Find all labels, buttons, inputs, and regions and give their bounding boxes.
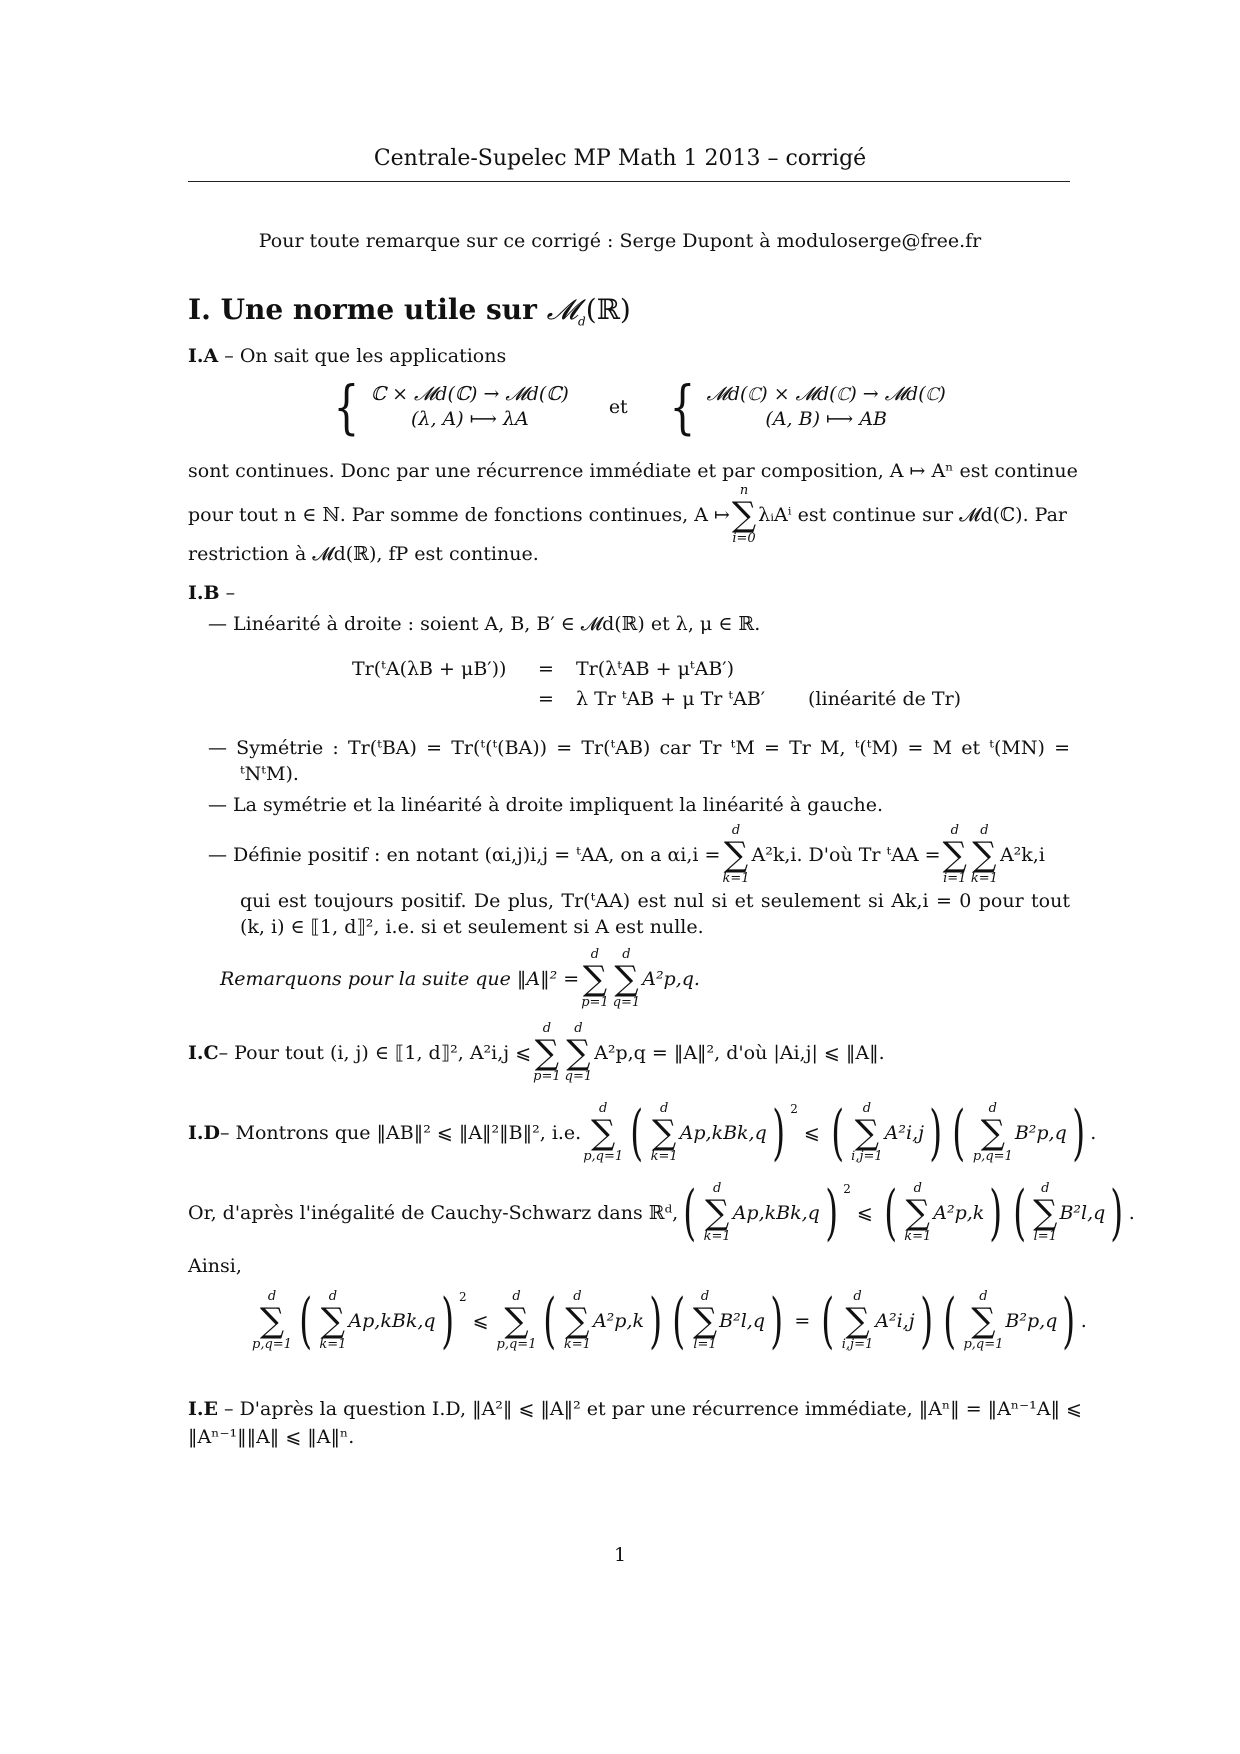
page-number: 1 <box>613 1544 627 1566</box>
ib-eq2-eq: = <box>538 688 554 710</box>
ib-item-linearity: — Linéarité à droite : soient A, B, B′ ∈ 𝓜d(ℝ) et λ, μ ∈ ℝ. <box>208 613 761 635</box>
header-rule <box>188 181 1070 182</box>
ib-eq2-rhs: λ Tr ᵗAB + μ Tr ᵗAB′ <box>576 688 766 710</box>
ib-eq2-note: (linéarité de Tr) <box>808 688 962 710</box>
page-header-title: Centrale-Supelec MP Math 1 2013 – corrigé <box>373 146 867 171</box>
ib-item-symmetry-1: — Symétrie : Tr(ᵗBA) = Tr(ᵗ(ᵗ(BA)) = Tr(ᵗAB) car Tr ᵗM = Tr M, ᵗ(ᵗM) = M et ᵗ(MN) = <box>208 737 1070 759</box>
ib-item-positive-3: (k, i) ∈ ⟦1, d⟧², i.e. si et seulement si A est nulle. <box>240 916 704 938</box>
id-cauchy-schwarz: Or, d'après l'inégalité de Cauchy-Schwarz dans ℝᵈ, ( d ∑ k=1 Ap,kBk,q ) $^2$ ⩽ ( d ∑ k=1 A²p,k ) ( d ∑ l=1 B²l,q ) . <box>188 1178 1135 1248</box>
ic-paragraph: I.C – Pour tout (i, j) ∈ ⟦1, d⟧², A²i,j ⩽ d ∑ p=1 d ∑ q=1 A²p,q = ‖A‖², d'où |Ai,j| ⩽ ‖A‖. <box>188 1021 885 1084</box>
section-title: I. Une norme utile sur 𝓜$_d$(ℝ) <box>188 293 631 329</box>
ib-eq1-rhs: Tr(λᵗAB + μᵗAB′) <box>576 658 735 680</box>
ia-intro: I.A – On sait que les applications <box>188 345 507 367</box>
ie-line-1: I.E – D'après la question I.D, ‖A²‖ ⩽ ‖A‖² et par une récurrence immédiate, ‖Aⁿ‖ = ‖Aⁿ⁻¹A‖ ⩽ <box>188 1398 1082 1420</box>
ib-remark: Remarquons pour la suite que ‖A‖² = d ∑ p=1 d ∑ q=1 A²p,q. <box>220 947 700 1010</box>
ib-eq1-lhs: Tr(ᵗA(λB + μB′)) <box>352 658 507 680</box>
ib-item-positive: — Définie positif : en notant (αi,j)i,j = ᵗAA, on a αi,i = d ∑ k=1 A²k,i. D'où Tr ᵗAA = d ∑ i=1 d ∑ k=1 A²k,i <box>208 823 1045 886</box>
ia-paragraph-3: restriction à 𝓜d(ℝ), fP est continue. <box>188 543 539 565</box>
id-final-inequality: d ∑ p,q=1 ( d ∑ k=1 Ap,kBk,q ) $^2$ ⩽ d ∑ p,q=1 ( d ∑ k=1 A²p,k ) ( d ∑ l=1 B²l,q ) = ( d ∑ i,j=1 A²i,j ) ( d ∑ p,q=1 B²p,q ) . <box>252 1286 1087 1356</box>
id-ainsi: Ainsi, <box>188 1255 242 1277</box>
ib-item-positive-2: qui est toujours positif. De plus, Tr(ᵗAA) est nul si et seulement si Ak,i = 0 pour tout <box>240 890 1070 912</box>
ia-paragraph-1: sont continues. Donc par une récurrence immédiate et par composition, A ↦ Aⁿ est continue <box>188 460 1078 482</box>
ib-item-left-linearity: — La symétrie et la linéarité à droite impliquent la linéarité à gauche. <box>208 794 884 816</box>
ie-line-2: ‖Aⁿ⁻¹‖‖A‖ ⩽ ‖A‖ⁿ. <box>188 1426 355 1448</box>
ia-paragraph-2: pour tout n ∈ ℕ. Par somme de fonctions continues, A ↦ n ∑ i=0 λᵢAⁱ est continue sur 𝓜d(ℂ). Par <box>188 483 1067 546</box>
ib-heading: I.B – <box>188 582 236 604</box>
ib-item-symmetry-2: ᵗNᵗM). <box>240 763 299 785</box>
ib-eq1-eq: = <box>538 658 554 680</box>
remark-line: Pour toute remarque sur ce corrigé : Serge Dupont à moduloserge@free.fr <box>258 230 982 252</box>
ia-maps: { ℂ × 𝓜d(ℂ) → 𝓜d(ℂ) (λ, A) ⟼ λA et { 𝓜d(ℂ) × 𝓜d(ℂ) → 𝓜d(ℂ) (A, B) ⟼ AB <box>333 373 946 441</box>
id-statement: I.D – Montrons que ‖AB‖² ⩽ ‖A‖²‖B‖², i.e. d ∑ p,q=1 ( d ∑ k=1 Ap,kBk,q ) $^2$ ⩽ ( d ∑ i,j=1 A²i,j ) ( d ∑ p,q=1 B²p,q ) . <box>188 1098 1097 1168</box>
